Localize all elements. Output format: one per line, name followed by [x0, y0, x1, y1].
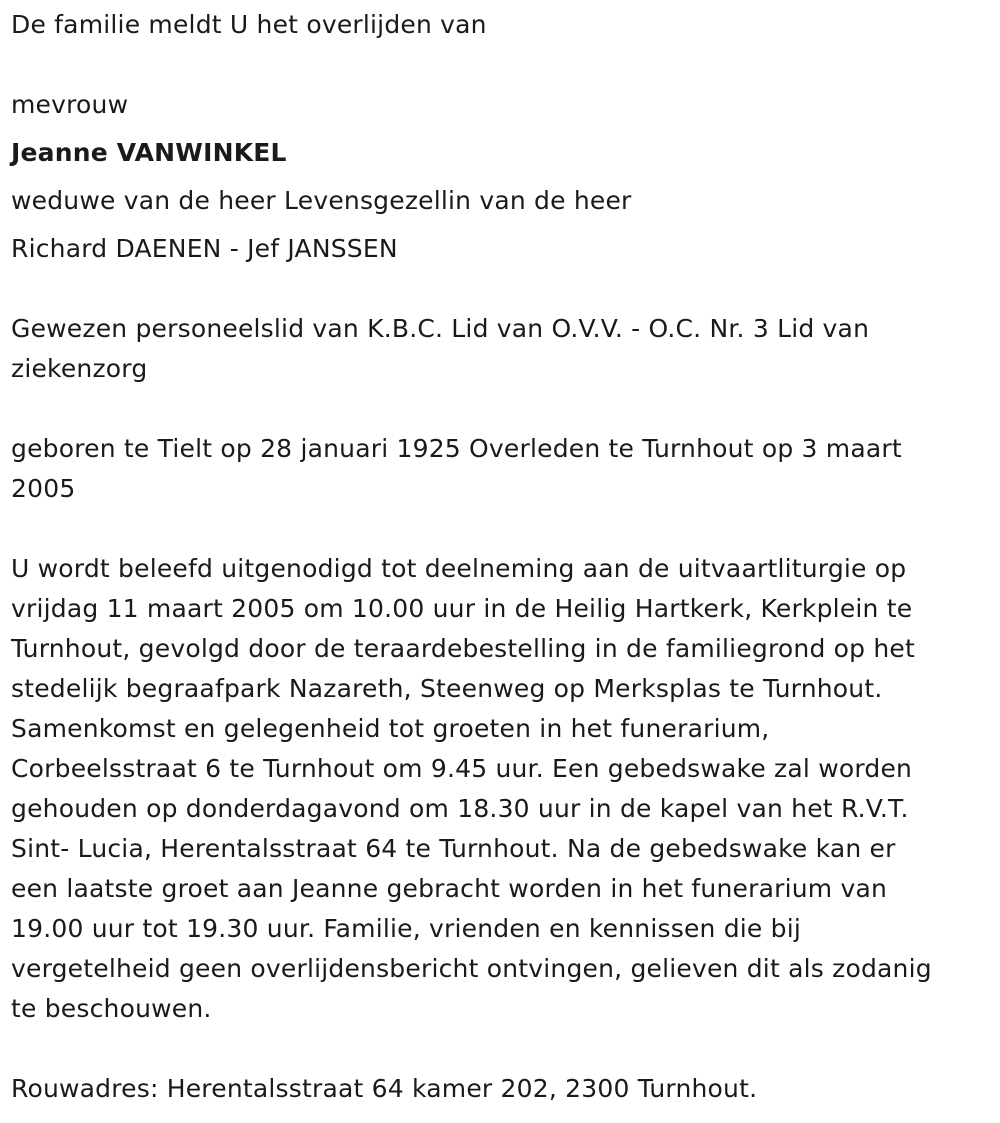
intro-text: De familie meldt U het overlijden van	[11, 10, 487, 39]
paragraph-line: Gewezen personeelslid van K.B.C. Lid van O.V.V. - O.C. Nr. 3 Lid van	[11, 314, 870, 343]
partner-names: Richard DAENEN - Jef JANSSEN	[11, 234, 398, 263]
paragraph-line: Turnhout, gevolgd door de teraardebestelling in de familiegrond op het	[11, 634, 916, 663]
paragraph-line: 2005	[11, 474, 76, 503]
paragraph-line: U wordt beleefd uitgenodigd tot deelneming aan de uitvaartliturgie op	[11, 554, 907, 583]
paragraph-line: Corbeelsstraat 6 te Turnhout om 9.45 uur. Een gebedswake zal worden	[11, 754, 913, 783]
paragraph-line: een laatste groet aan Jeanne gebracht worden in het funerarium van	[11, 874, 888, 903]
paragraph-line: Samenkomst en gelegenheid tot groeten in het funerarium,	[11, 714, 770, 743]
paragraph-line: Sint- Lucia, Herentalsstraat 64 te Turnhout. Na de gebedswake kan er	[11, 834, 896, 863]
relation-text: weduwe van de heer Levensgezellin van de heer	[11, 186, 632, 215]
paragraph-line: vrijdag 11 maart 2005 om 10.00 uur in de Heilig Hartkerk, Kerkplein te	[11, 594, 913, 623]
honorific: mevrouw	[11, 90, 129, 119]
paragraph-line: 19.00 uur tot 19.30 uur. Familie, vrienden en kennissen die bij	[11, 914, 802, 943]
paragraph-line: geboren te Tielt op 28 januari 1925 Overleden te Turnhout op 3 maart	[11, 434, 902, 463]
paragraph-line: vergetelheid geen overlijdensbericht ontvingen, gelieven dit als zodanig	[11, 954, 932, 983]
paragraph-line: stedelijk begraafpark Nazareth, Steenweg op Merksplas te Turnhout.	[11, 674, 883, 703]
paragraph-line: te beschouwen.	[11, 994, 212, 1023]
deceased-name: Jeanne VANWINKEL	[11, 138, 287, 167]
paragraph-line: ziekenzorg	[11, 354, 148, 383]
paragraph-line: gehouden op donderdagavond om 18.30 uur in de kapel van het R.V.T.	[11, 794, 909, 823]
mourning-address: Rouwadres: Herentalsstraat 64 kamer 202, 2300 Turnhout.	[11, 1074, 758, 1103]
